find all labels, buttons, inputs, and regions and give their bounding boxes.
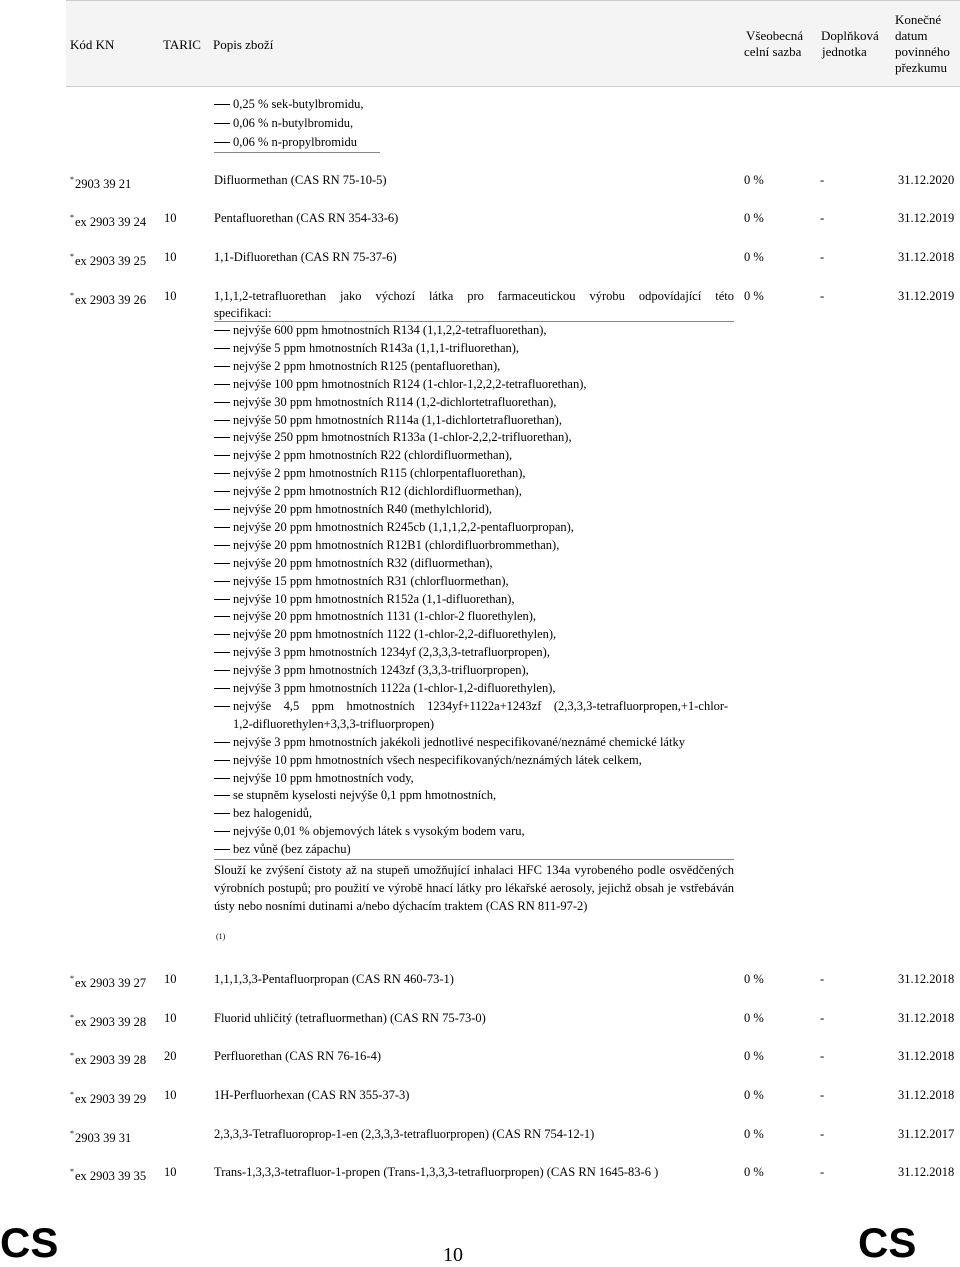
dash-marker [214, 509, 230, 510]
list-item: nejvýše 20 ppm hmotnostních 1122 (1-chlor-2,2-difluorethylen), [233, 627, 557, 642]
list-item: nejvýše 5 ppm hmotnostních R143a (1,1,1-trifluorethan), [233, 340, 520, 355]
review-date: 31.12.2018 [898, 250, 955, 264]
header-datum-4: přezkumu [895, 60, 947, 75]
header-datum-3: povinného [895, 44, 950, 59]
dash-marker [214, 670, 230, 671]
dash-marker [214, 402, 230, 403]
description: 1,1-Difluorethan (CAS RN 75-37-6) [214, 250, 397, 264]
list-item: nejvýše 10 ppm hmotnostních R152a (1,1-difluorethan), [233, 591, 515, 606]
supplementary-unit: - [820, 289, 825, 303]
supplementary-unit: - [820, 211, 825, 225]
description: Perfluorethan (CAS RN 76-16-4) [214, 1049, 381, 1063]
supplementary-unit: - [820, 173, 825, 187]
list-item: nejvýše 100 ppm hmotnostních R124 (1-chlor-1,2,2,2-tetrafluorethan), [233, 376, 587, 391]
supplementary-unit: - [820, 250, 825, 264]
header-taric: TARIC [163, 37, 201, 52]
review-date: 31.12.2018 [898, 1049, 955, 1063]
review-date: 31.12.2018 [898, 1088, 955, 1102]
description: 1H-Perfluorhexan (CAS RN 355-37-3) [214, 1088, 410, 1102]
list-item: nejvýše 20 ppm hmotnostních R32 (difluormethan), [233, 555, 493, 570]
list-item: nejvýše 3 ppm hmotnostních 1122a (1-chlor-1,2-difluorethylen), [233, 681, 556, 695]
dash-marker [214, 545, 230, 546]
cn-code: *ex 2903 39 27 [70, 974, 147, 990]
header-jednotka-2: jednotka [822, 44, 867, 59]
list-item: nejvýše 4,5 ppm hmotnostních 1234yf+1122a+1243zf (2,3,3,3-tetrafluorpropen,+1-chlor- [233, 698, 728, 713]
list-item: 0,06 % n-butylbromidu, [233, 116, 354, 130]
dash-marker [214, 742, 230, 743]
dash-marker [214, 652, 230, 653]
list-item: nejvýše 10 ppm hmotnostních všech nespecifikovaných/neznámých látek celkem, [233, 752, 642, 767]
list-item: nejvýše 0,01 % objemových látek s vysokým bodem varu, [233, 824, 525, 839]
taric-code: 10 [164, 1088, 177, 1102]
supplementary-unit: - [820, 1165, 825, 1179]
duty-rate: 0 % [744, 289, 764, 303]
list-item: nejvýše 20 ppm hmotnostních 1131 (1-chlor-2 fluorethylen), [233, 609, 537, 624]
list-item: nejvýše 2 ppm hmotnostních R12 (dichlordifluormethan), [233, 484, 522, 499]
dash-marker [214, 348, 230, 349]
dash-marker [214, 437, 230, 438]
cn-code: *ex 2903 39 26 [70, 291, 147, 307]
list-item: bez vůně (bez zápachu) [233, 842, 351, 857]
list-item: nejvýše 20 ppm hmotnostních R40 (methylchlorid), [233, 502, 492, 516]
dash-marker [214, 831, 230, 832]
list-item: nejvýše 600 ppm hmotnostních R134 (1,1,2,2-tetrafluorethan), [233, 323, 547, 337]
supplementary-unit: - [820, 1011, 825, 1025]
review-date: 31.12.2018 [898, 1165, 955, 1179]
description: 1,1,1,3,3-Pentafluorpropan (CAS RN 460-73-1) [214, 972, 454, 986]
taric-code: 10 [164, 972, 177, 986]
taric-code: 10 [164, 1011, 177, 1025]
dash-marker [214, 599, 230, 600]
list-item: nejvýše 3 ppm hmotnostních 1243zf (3,3,3-trifluorpropen), [233, 663, 529, 678]
duty-rate: 0 % [744, 972, 764, 986]
dash-marker [214, 104, 230, 105]
review-date: 31.12.2019 [898, 289, 955, 303]
dash-marker [214, 581, 230, 582]
footnote-marker: (1) [216, 932, 226, 941]
header-kod-kn: Kód KN [70, 37, 115, 52]
duty-rate: 0 % [744, 211, 764, 225]
footer-language-left: CS [0, 1219, 59, 1266]
dash-marker [214, 527, 230, 528]
duty-rate: 0 % [744, 1049, 764, 1063]
dash-marker [214, 420, 230, 421]
review-date: 31.12.2020 [898, 173, 955, 187]
header-datum-1: Konečné [895, 12, 942, 27]
cn-code: *ex 2903 39 28 [70, 1051, 147, 1067]
list-item: nejvýše 3 ppm hmotnostních 1234yf (2,3,3,3-tetrafluorpropen), [233, 645, 550, 660]
dash-marker [214, 795, 230, 796]
list-item: 0,06 % n-propylbromidu [233, 135, 357, 149]
list-item: nejvýše 30 ppm hmotnostních R114 (1,2-dichlortetrafluorethan), [233, 394, 557, 409]
duty-rate: 0 % [744, 250, 764, 264]
list-item: nejvýše 3 ppm hmotnostních jakékoli jednotlivé nespecifikované/neznámé chemické látky [233, 734, 685, 749]
purpose-text: Slouží ke zvýšení čistoty až na stupeň umožňující inhalaci HFC 134a vyrobeného podle osvědčených výrobních postupů; pro použití ve výrobě hnací látky pro lékařské aerosoly, jejichž obsah je vstřebáván ústy nebo nosními dutinami a/nebo dýchacím traktem (CAS RN 811-97-2) [214, 863, 734, 913]
supplementary-unit: - [820, 1127, 825, 1141]
cn-code: *ex 2903 39 28 [70, 1013, 147, 1029]
dash-marker [214, 813, 230, 814]
list-item: se stupněm kyselosti nejvýše 0,1 ppm hmotnostních, [233, 788, 497, 803]
duty-rate: 0 % [744, 173, 764, 187]
footer-language-right: CS [858, 1219, 917, 1266]
list-item: bez halogenidů, [233, 806, 313, 821]
cn-code: *ex 2903 39 29 [70, 1090, 147, 1106]
separator-line [214, 859, 734, 860]
cn-code: *ex 2903 39 35 [70, 1167, 147, 1183]
dash-marker [214, 455, 230, 456]
dash-marker [214, 563, 230, 564]
list-item: nejvýše 10 ppm hmotnostních vody, [233, 770, 414, 785]
dash-marker [214, 688, 230, 689]
description: 2,3,3,3-Tetrafluoroprop-1-en (2,3,3,3-tetrafluorpropen) (CAS RN 754-12-1) [214, 1127, 595, 1141]
list-item: nejvýše 2 ppm hmotnostních R125 (pentafluorethan), [233, 358, 501, 373]
description-line-2: specifikaci: [214, 306, 272, 320]
taric-code: 10 [164, 250, 177, 264]
cn-code: *ex 2903 39 25 [70, 252, 147, 268]
cn-code: *ex 2903 39 24 [70, 213, 147, 229]
description-line-1: 1,1,1,2-tetrafluorethan jako výchozí látka pro farmaceutickou výrobu odpovídající této [214, 289, 734, 303]
list-item: nejvýše 15 ppm hmotnostních R31 (chlorfluormethan), [233, 573, 509, 588]
table-header [66, 0, 960, 87]
dash-marker [214, 384, 230, 385]
dash-marker [214, 778, 230, 779]
dash-marker [214, 616, 230, 617]
cn-code: *2903 39 31 [70, 1129, 132, 1145]
review-date: 31.12.2019 [898, 211, 955, 225]
duty-rate: 0 % [744, 1127, 764, 1141]
taric-code: 20 [164, 1049, 177, 1063]
list-item: nejvýše 2 ppm hmotnostních R115 (chlorpentafluorethan), [233, 466, 526, 481]
list-item: nejvýše 20 ppm hmotnostních R12B1 (chlordifluorbrommethan), [233, 537, 560, 552]
dash-marker [214, 366, 230, 367]
supplementary-unit: - [820, 972, 825, 986]
dash-marker [214, 849, 230, 850]
dash-marker [214, 634, 230, 635]
description: Difluormethan (CAS RN 75-10-5) [214, 173, 387, 187]
description: Pentafluorethan (CAS RN 354-33-6) [214, 211, 399, 225]
supplementary-unit: - [820, 1088, 825, 1102]
list-item: 0,25 % sek-butylbromidu, [233, 97, 364, 111]
description: Fluorid uhličitý (tetrafluormethan) (CAS RN 75-73-0) [214, 1011, 486, 1025]
duty-rate: 0 % [744, 1088, 764, 1102]
header-sazba-1: Všeobecná [746, 28, 804, 43]
taric-code: 10 [164, 1165, 177, 1179]
list-item: nejvýše 2 ppm hmotnostních R22 (chlordifluormethan), [233, 448, 513, 463]
separator-line [214, 152, 380, 153]
header-datum-2: datum [895, 28, 928, 43]
header-jednotka-1: Doplňková [821, 28, 879, 43]
duty-rate: 0 % [744, 1011, 764, 1025]
description: Trans-1,3,3,3-tetrafluor-1-propen (Trans-1,3,3,3-tetrafluorpropen) (CAS RN 1645-83-6 ) [214, 1165, 659, 1179]
dash-marker [214, 491, 230, 492]
supplementary-unit: - [820, 1049, 825, 1063]
page-number: 10 [443, 1244, 463, 1266]
list-item-continuation: 1,2-difluorethylen+3,3,3-trifluorpropen) [233, 716, 435, 731]
header-sazba-2: celní sazba [744, 44, 802, 59]
review-date: 31.12.2017 [898, 1127, 955, 1141]
list-item: nejvýše 50 ppm hmotnostních R114a (1,1-dichlortetrafluorethan), [233, 412, 562, 427]
dash-marker [214, 330, 230, 331]
review-date: 31.12.2018 [898, 1011, 955, 1025]
dash-marker [214, 142, 230, 143]
dash-marker [214, 123, 230, 124]
dash-marker [214, 706, 230, 707]
taric-code: 10 [164, 289, 177, 303]
review-date: 31.12.2018 [898, 972, 955, 986]
list-item: nejvýše 20 ppm hmotnostních R245cb (1,1,1,2,2-pentafluorpropan), [233, 519, 574, 534]
dash-marker [214, 760, 230, 761]
taric-code: 10 [164, 211, 177, 225]
duty-rate: 0 % [744, 1165, 764, 1179]
dash-marker [214, 473, 230, 474]
list-item: nejvýše 250 ppm hmotnostních R133a (1-chlor-2,2,2-trifluorethan), [233, 430, 572, 445]
cn-code: *2903 39 21 [70, 175, 132, 191]
header-popis: Popis zboží [213, 37, 274, 52]
